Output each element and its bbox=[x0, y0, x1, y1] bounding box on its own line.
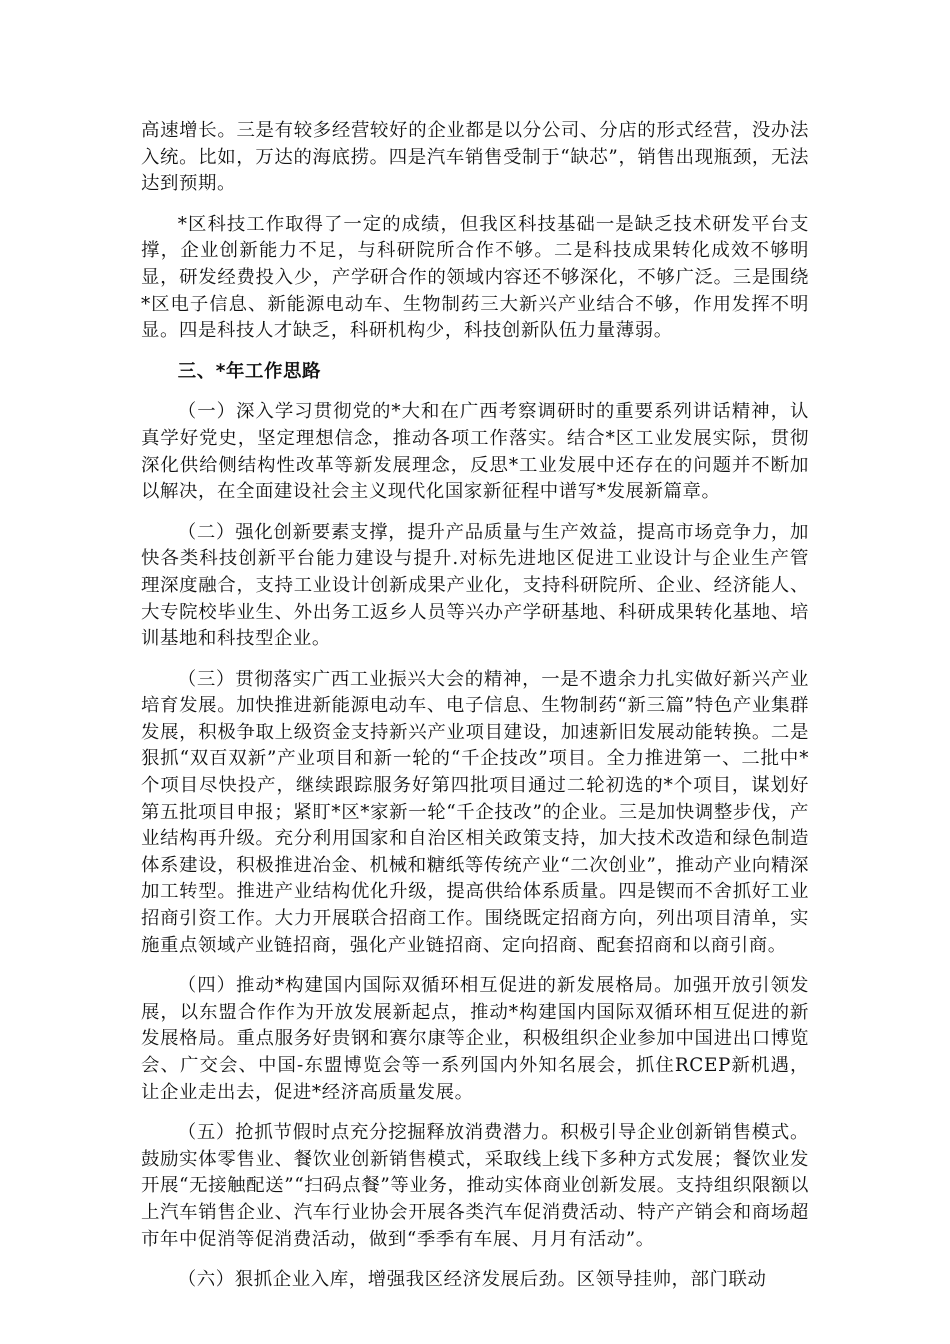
section-heading: 三、*年工作思路 bbox=[177, 360, 321, 382]
paragraph-continuation: 高速增长。三是有较多经营较好的企业都是以分公司、分店的形式经营，没办法入统。比如，万达的海底捞。四是汽车销售受制于“缺芯”，销售出现瓶颈，无法达到预期。 bbox=[141, 120, 809, 195]
paragraph-item-2: （二）强化创新要素支撑，提升产品质量与生产效益，提高市场竞争力，加快各类科技创新平台能力建设与提升.对标先进地区促进工业设计与企业生产管理深度融合，支持工业设计创新成果产业化，支持科研院所、企业、经济能人、大专院校毕业生、外出务工返乡人员等兴办产学研基地、科研成果转化基地、培训基地和科技型企业。 bbox=[141, 521, 809, 650]
paragraph-item-5: （五）抢抓节假时点充分挖掘释放消费潜力。积极引导企业创新销售模式。鼓励实体零售业、餐饮业创新销售模式，采取线上线下多种方式发展；餐饮业发开展“无接触配送”“扫码点餐”等业务，推动实体商业创新发展。支持组织限额以上汽车销售企业、汽车行业协会开展各类汽车促消费活动、特产产销会和商场超市年中促消等促消费活动，做到“季季有车展、月月有活动”。 bbox=[141, 1122, 809, 1250]
paragraph-tech-issues: *区科技工作取得了一定的成绩，但我区科技基础一是缺乏技术研发平台支撑，企业创新能力不足，与科研院所合作不够。二是科技成果转化成效不够明显，研发经费投入少，产学研合作的领域内容还不够深化，不够广泛。三是围绕*区电子信息、新能源电动车、生物制药三大新兴产业结合不够，作用发挥不明显。四是科技人才缺乏，科研机构少，科技创新队伍力量薄弱。 bbox=[141, 213, 809, 342]
paragraph-item-1: （一）深入学习贯彻党的*大和在广西考察调研时的重要系列讲话精神，认真学好党史，坚定理想信念，推动各项工作落实。结合*区工业发展实际，贯彻深化供给侧结构性改革等新发展理念，反思*工业发展中还存在的问题并不断加以解决，在全面建设社会主义现代化国家新征程中谱写*发展新篇章。 bbox=[141, 401, 809, 503]
paragraph-item-4: （四）推动*构建国内国际双循环相互促进的新发展格局。加强开放引领发展，以东盟合作作为开放发展新起点，推动*构建国内国际双循环相互促进的新发展格局。重点服务好贵钢和赛尔康等企业，积极组织企业参加中国进出口博览会、广交会、中国-东盟博览会等一系列国内外知名展会，抓住RCEP新机遇，让企业走出去，促进*经济高质量发展。 bbox=[141, 975, 809, 1103]
paragraph-item-3: （三）贯彻落实广西工业振兴大会的精神，一是不遗余力扎实做好新兴产业培育发展。加快推进新能源电动车、电子信息、生物制药“新三篇”特色产业集群发展，积极争取上级资金支持新兴产业项目建设，加速新旧发展动能转换。二是狠抓“双百双新”产业项目和新一轮的“千企技改”项目。全力推进第一、二批中*个项目尽快投产，继续跟踪服务好第四批项目通过二轮初选的*个项目，谋划好第五批项目申报；紧盯*区*家新一轮“千企技改”的企业。三是加快调整步伐，产业结构再升级。充分利用国家和自治区相关政策支持，加大技术改造和绿色制造体系建设，积极推进冶金、机械和糖纸等传统产业“二次创业”，推动产业向精深加工转型。推进产业结构优化升级，提高供给体系质量。四是锲而不舍抓好工业招商引资工作。大力开展联合招商工作。围绕既定招商方向，列出项目清单，实施重点领域产业链招商，强化产业链招商、定向招商、配套招商和以商引商。 bbox=[141, 668, 809, 956]
paragraph-item-6: （六）狠抓企业入库，增强我区经济发展后劲。区领导挂帅，部门联动 bbox=[177, 1269, 767, 1291]
document-page bbox=[141, 118, 809, 1294]
